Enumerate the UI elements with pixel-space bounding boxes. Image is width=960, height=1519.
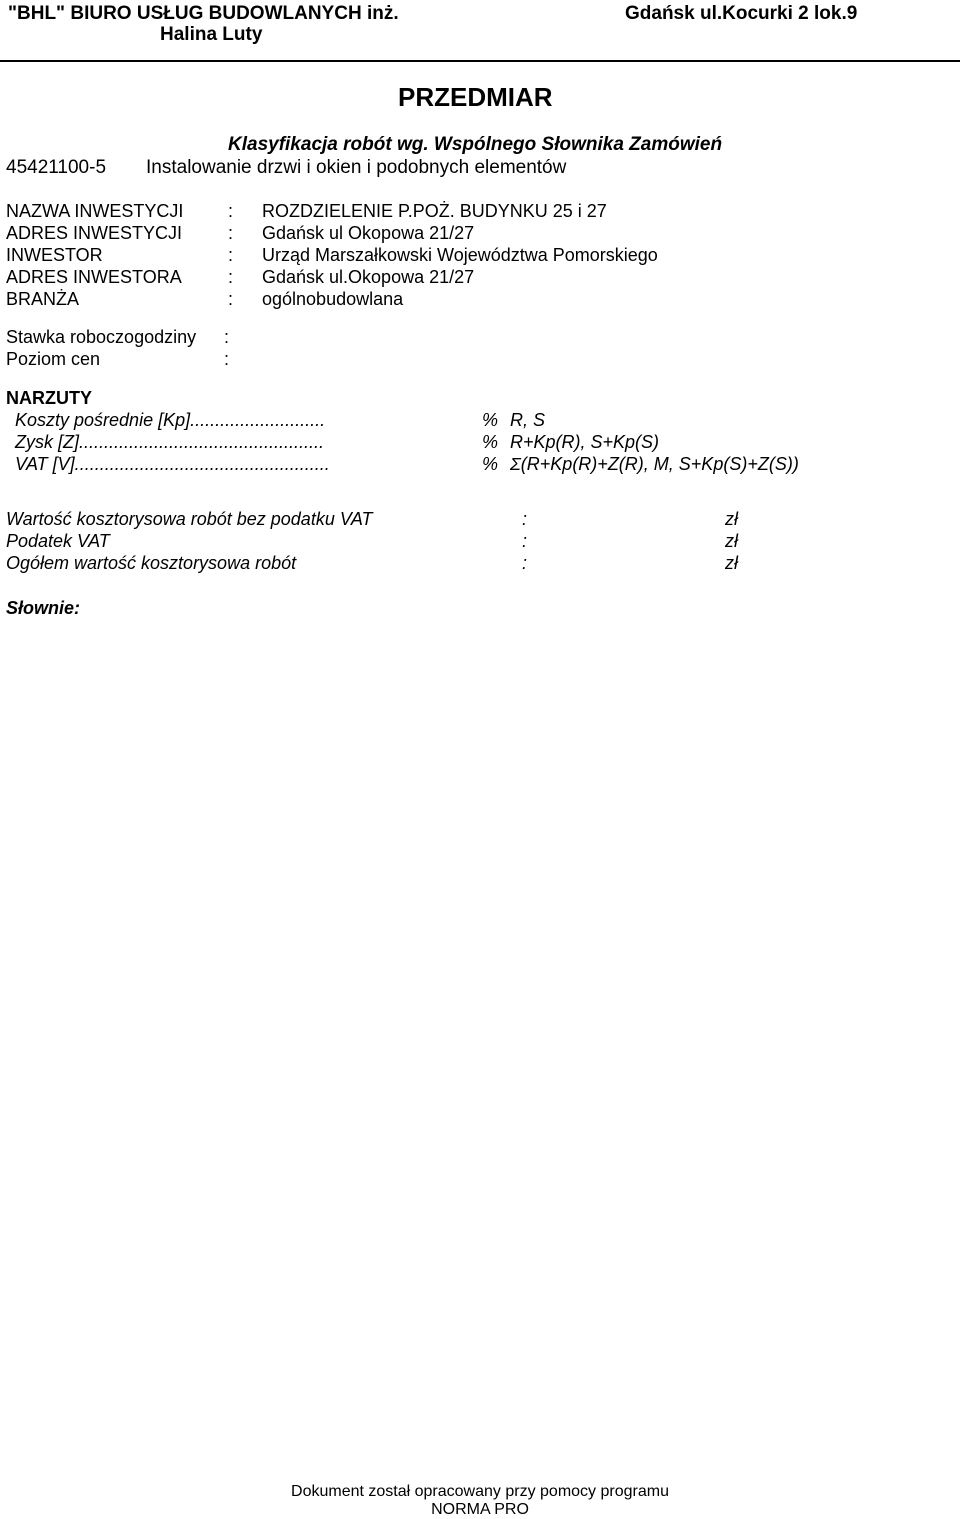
field-colon: : bbox=[228, 289, 234, 309]
page-title: PRZEDMIAR bbox=[398, 82, 553, 112]
markup-basis: Σ(R+Kp(R)+Z(R), M, S+Kp(S)+Z(S)) bbox=[510, 454, 799, 474]
rate-colon: : bbox=[224, 349, 230, 369]
markups-heading: NARZUTY bbox=[6, 388, 92, 408]
total-colon: : bbox=[522, 531, 528, 551]
field-colon: : bbox=[228, 267, 234, 287]
classification-heading: Klasyfikacja robót wg. Wspólnego Słownika Zamówień bbox=[228, 134, 723, 155]
markup-basis: R+Kp(R), S+Kp(S) bbox=[510, 432, 660, 452]
markup-label: VAT [V]................................................... bbox=[15, 454, 330, 474]
field-colon: : bbox=[228, 245, 234, 265]
field-label: NAZWA INWESTYCJI bbox=[6, 201, 184, 221]
footer-line1: Dokument został opracowany przy pomocy programu bbox=[291, 1483, 669, 1500]
total-currency: zł bbox=[725, 531, 738, 551]
field-label: ADRES INWESTORA bbox=[6, 267, 182, 287]
field-value: ROZDZIELENIE P.POŻ. BUDYNKU 25 i 27 bbox=[262, 201, 607, 221]
header-address: Gdańsk ul.Kocurki 2 lok.9 bbox=[625, 3, 858, 24]
field-colon: : bbox=[228, 223, 234, 243]
total-label: Ogółem wartość kosztorysowa robót bbox=[6, 553, 297, 573]
markup-basis: R, S bbox=[510, 410, 546, 430]
field-label: INWESTOR bbox=[6, 245, 103, 265]
header-divider bbox=[0, 60, 960, 62]
field-colon: : bbox=[228, 201, 234, 221]
field-label: BRANŻA bbox=[6, 289, 80, 309]
words-label: Słownie: bbox=[6, 598, 81, 618]
total-currency: zł bbox=[725, 553, 738, 573]
markup-unit: % bbox=[482, 454, 499, 474]
rate-colon: : bbox=[224, 327, 230, 347]
field-value: Gdańsk ul Okopowa 21/27 bbox=[262, 223, 475, 243]
classification-code: 45421100-5 bbox=[6, 157, 107, 178]
field-value: Urząd Marszałkowski Województwa Pomorskiego bbox=[262, 245, 658, 265]
header-company: "BHL" BIURO USŁUG BUDOWLANYCH inż. bbox=[8, 3, 399, 24]
markup-unit: % bbox=[482, 432, 499, 452]
markup-unit: % bbox=[482, 410, 499, 430]
markup-label: Koszty pośrednie [Kp]........................... bbox=[15, 410, 326, 430]
classification-description: Instalowanie drzwi i okien i podobnych elementów bbox=[146, 157, 567, 178]
rate-label: Stawka roboczogodziny bbox=[6, 327, 197, 347]
rate-label: Poziom cen bbox=[6, 349, 101, 369]
header-person: Halina Luty bbox=[160, 24, 263, 45]
total-colon: : bbox=[522, 509, 528, 529]
markup-label: Zysk [Z]................................................. bbox=[15, 432, 325, 452]
footer-line2: NORMA PRO bbox=[431, 1501, 529, 1518]
field-value: ogólnobudowlana bbox=[262, 289, 404, 309]
total-label: Podatek VAT bbox=[6, 531, 110, 551]
field-label: ADRES INWESTYCJI bbox=[6, 223, 183, 243]
total-currency: zł bbox=[725, 509, 738, 529]
total-label: Wartość kosztorysowa robót bez podatku VAT bbox=[6, 509, 373, 529]
total-colon: : bbox=[522, 553, 528, 573]
field-value: Gdańsk ul.Okopowa 21/27 bbox=[262, 267, 475, 287]
